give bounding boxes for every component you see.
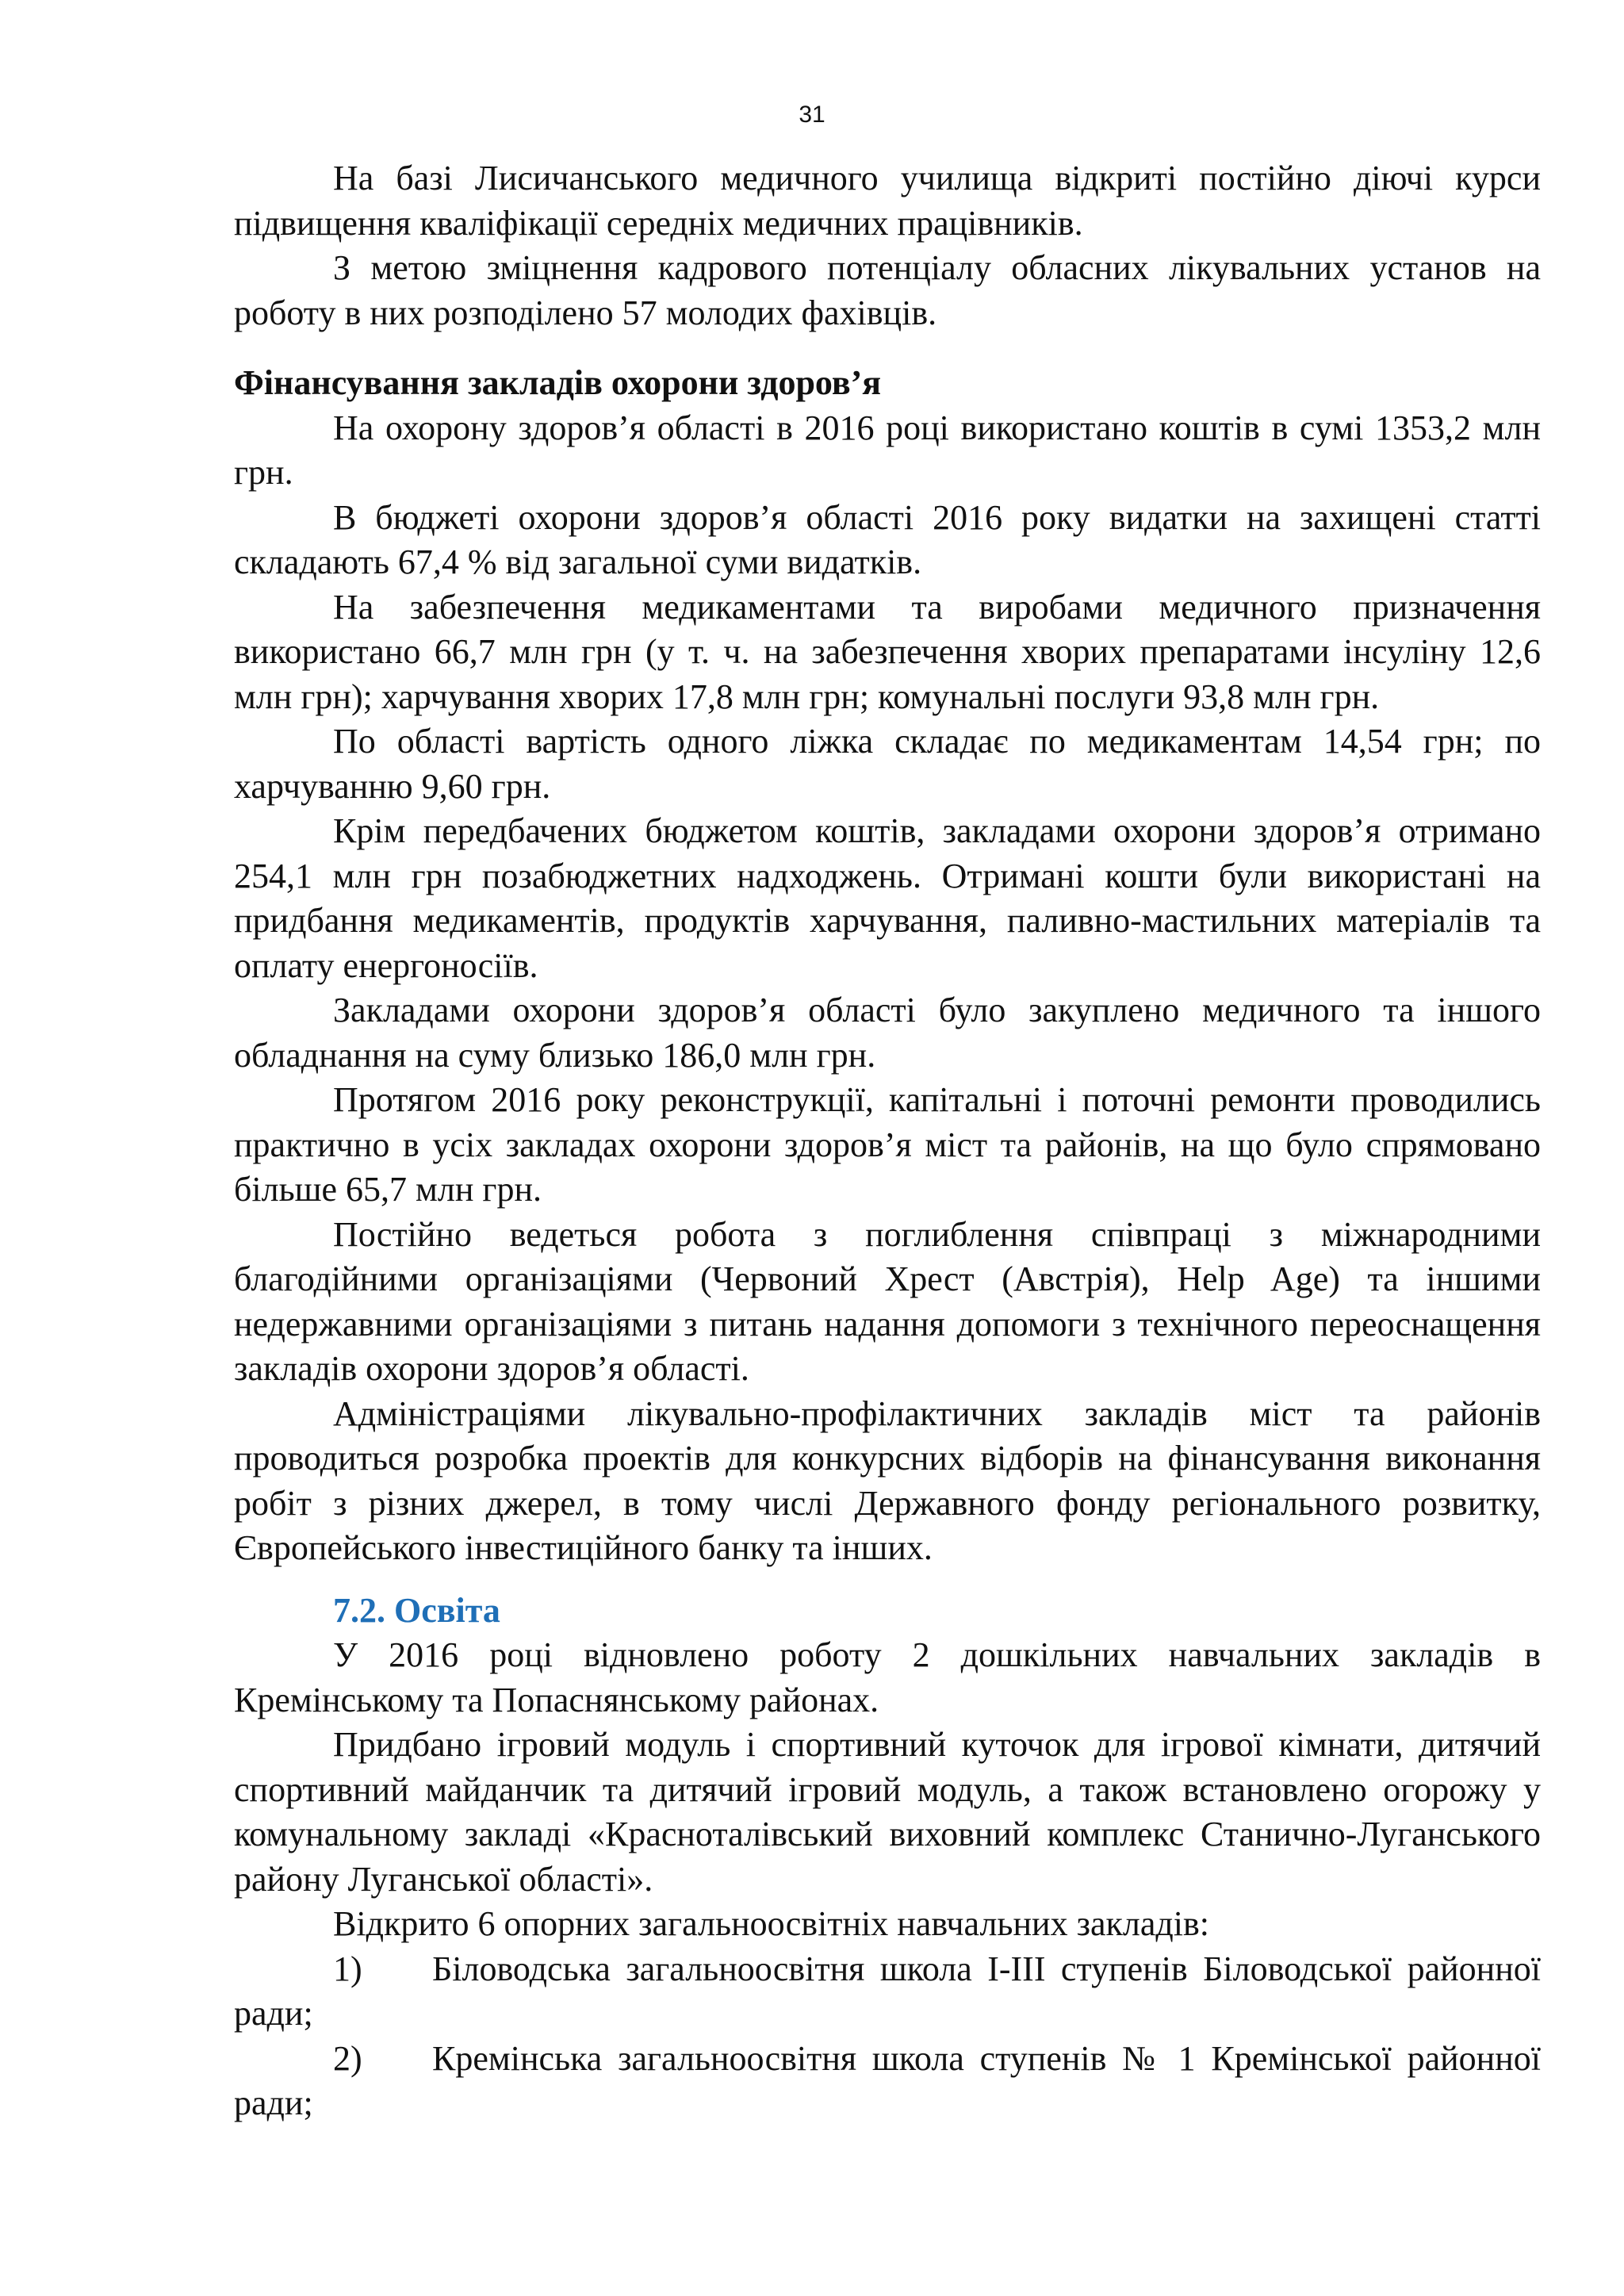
paragraph: З метою зміцнення кадрового потенціалу обласних лікувальних установ на роботу в них розподілено 57 молодих фахівців. xyxy=(234,248,1541,332)
paragraph: Відкрито 6 опорних загальноосвітніх навчальних закладів: xyxy=(333,1904,1209,1943)
paragraph: Постійно ведеться робота з поглиблення співпраці з міжнародними благодійними організаціями (Червоний Хрест (Австрія), Help Age) та іншими недержавними організаціями з питань надання допомоги з технічного переоснащення закладів охорони здоров’я області. xyxy=(234,1214,1541,1388)
paragraph: У 2016 році відновлено роботу 2 дошкільних навчальних закладів в Кремінському та Попаснянському районах. xyxy=(234,1635,1541,1719)
list-item xyxy=(234,1947,1541,2037)
paragraph: Крім передбачених бюджетом коштів, закладами охорони здоров’я отримано 254,1 млн грн позабюджетних надходжень. Отримані кошти були використані на придбання медикаментів, продуктів харчування, паливно-мастильних матеріалів та оплату енергоносіїв. xyxy=(234,811,1541,985)
paragraph: Протягом 2016 року реконструкції, капітальні і поточні ремонти проводились практично в усіх закладах охорони здоров’я міст та районів, на що було спрямовано більше 65,7 млн грн. xyxy=(234,1080,1541,1209)
paragraph: Придбано ігровий модуль і спортивний куточок для ігрової кімнати, дитячий спортивний майданчик та дитячий ігровий модуль, а також встановлено огорожу у комунальному закладі «Красноталівський виховний комплекс Станично-Луганського району Луганської області». xyxy=(234,1725,1541,1899)
list-item-number: 2) xyxy=(333,2038,362,2078)
document-body xyxy=(234,156,1541,2126)
paragraph: В бюджеті охорони здоров’я області 2016 року видатки на захищені статті складають 67,4 % від загальної суми видатків. xyxy=(234,497,1541,581)
list-item xyxy=(234,2037,1541,2126)
paragraph: Адміністраціями лікувально-профілактичних закладів міст та районів проводиться розробка проектів для конкурсних відборів на фінансування виконання робіт з різних джерел, в тому числі Державного фонду регіонального розвитку, Європейського інвестиційного банку та інших. xyxy=(234,1393,1541,1567)
section-heading-financing: Фінансування закладів охорони здоров’я xyxy=(234,363,882,402)
list-item-text: Біловодська загальноосвітня школа І-ІІІ ступенів Біловодської районної ради; xyxy=(234,1949,1541,2033)
section-heading-education: 7.2. Освіта xyxy=(333,1590,500,1630)
paragraph: На забезпечення медикаментами та виробами медичного призначення використано 66,7 млн грн (у т. ч. на забезпечення хворих препаратами інсуліну 12,6 млн грн); харчування хворих 17,8 млн грн; комунальні послуги 93,8 млн грн. xyxy=(234,587,1541,716)
paragraph: На охорону здоров’я області в 2016 році використано коштів в сумі 1353,2 млн грн. xyxy=(234,408,1541,492)
paragraph: Закладами охорони здоров’я області було закуплено медичного та іншого обладнання на суму близько 186,0 млн грн. xyxy=(234,991,1541,1075)
paragraph: По області вартість одного ліжка складає по медикаментам 14,54 грн; по харчуванню 9,60 грн. xyxy=(234,722,1541,806)
paragraph: На базі Лисичанського медичного училища відкриті постійно діючі курси підвищення кваліфікації середніх медичних працівників. xyxy=(234,159,1541,243)
list-item-text: Кремінська загальноосвітня школа ступенів № 1 Кремінської районної ради; xyxy=(234,2038,1541,2122)
list-item-number: 1) xyxy=(333,1949,362,1988)
page-number: 31 xyxy=(799,102,825,128)
